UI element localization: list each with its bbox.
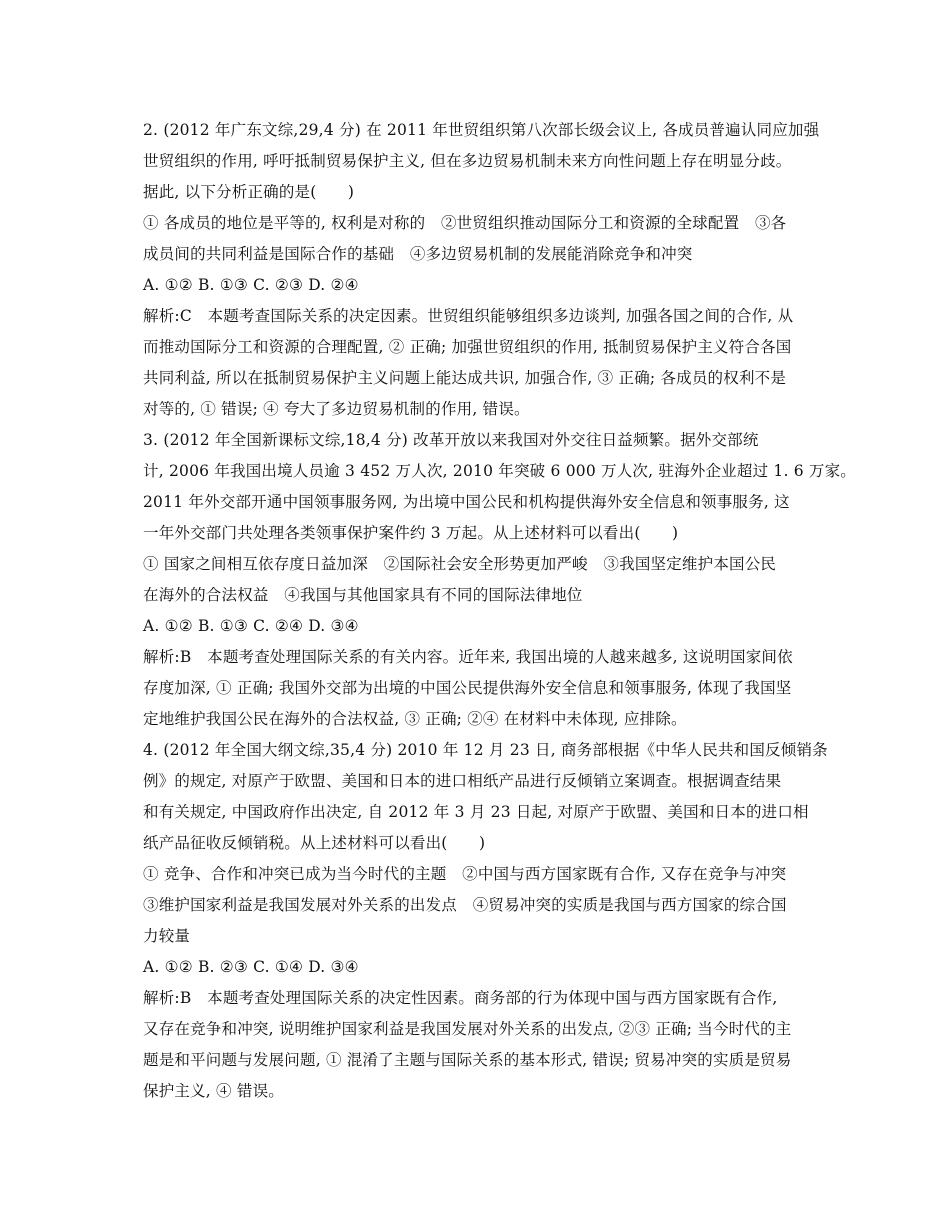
question-line: 世贸组织的作用, 呼吁抵制贸易保护主义, 但在多边贸易机制未来方向性问题上存在明显分歧。	[143, 152, 792, 170]
analysis-text: 而推动国际分工和资源的合理配置, ② 正确; 加强世贸组织的作用, 抵制贸易保护主义符合各国	[143, 338, 792, 356]
option-statements: 成员间的共同利益是国际合作的基础 ④多边贸易机制的发展能消除竞争和冲突	[143, 245, 693, 263]
question-line: 4. (2012 年全国大纲文综,35,4 分) 2010 年 12 月 23 日, 商务部根据《中华人民共和国反倾销条	[143, 741, 828, 759]
question-line: 计, 2006 年我国出境人员逾 3 452 万人次, 2010 年突破 6 000 万人次, 驻海外企业超过 1. 6 万家。	[143, 462, 856, 480]
option-statements: ① 竞争、合作和冲突已成为当今时代的主题 ②中国与西方国家既有合作, 又存在竞争与冲突	[143, 865, 787, 883]
analysis-text: 对等的, ① 错误; ④ 夸大了多边贸易机制的作用, 错误。	[143, 400, 530, 418]
analysis-text: 定地维护我国公民在海外的合法权益, ③ 正确; ②④ 在材料中未体现, 应排除。	[143, 710, 687, 728]
analysis-text: 解析:B 本题考查处理国际关系的有关内容。近年来, 我国出境的人越来越多, 这说明国家间依	[143, 648, 793, 666]
question-line: 例》的规定, 对原产于欧盟、美国和日本的进口相纸产品进行反倾销立案调查。根据调查结果	[143, 772, 782, 790]
question-3	[143, 425, 856, 735]
option-statements: ① 国家之间相互依存度日益加深 ②国际社会安全形势更加严峻 ③我国坚定维护本国公民	[143, 555, 777, 573]
question-line: 2. (2012 年广东文综,29,4 分) 在 2011 年世贸组织第八次部长级会议上, 各成员普遍认同应加强	[143, 121, 820, 139]
question-line: 3. (2012 年全国新课标文综,18,4 分) 改革开放以来我国对外交往日益频繁。据外交部统	[143, 431, 759, 449]
analysis-text: 题是和平问题与发展问题, ① 混淆了主题与国际关系的基本形式, 错误; 贸易冲突的实质是贸易	[143, 1051, 792, 1069]
analysis-text: 存度加深, ① 正确; 我国外交部为出境的中国公民提供海外安全信息和领事服务, 体现了我国坚	[143, 679, 792, 697]
analysis-text: 保护主义, ④ 错误。	[143, 1082, 284, 1100]
option-statements: 力较量	[143, 927, 191, 945]
question-4	[143, 735, 828, 1107]
answer-choices: A. ①② B. ①③ C. ②③ D. ②④	[143, 276, 359, 294]
answer-choices: A. ①② B. ②③ C. ①④ D. ③④	[143, 958, 359, 976]
analysis-text: 解析:C 本题考查国际关系的决定因素。世贸组织能够组织多边谈判, 加强各国之间的合作, 从	[143, 307, 794, 325]
question-line: 一年外交部门共处理各类领事保护案件约 3 万起。从上述材料可以看出( )	[143, 524, 679, 542]
question-line: 纸产品征收反倾销税。从上述材料可以看出( )	[143, 834, 486, 852]
question-line: 和有关规定, 中国政府作出决定, 自 2012 年 3 月 23 日起, 对原产于欧盟、美国和日本的进口相	[143, 803, 809, 821]
question-line: 2011 年外交部开通中国领事服务网, 为出境中国公民和机构提供海外安全信息和领事服务, 这	[143, 493, 790, 511]
question-line: 据此, 以下分析正确的是( )	[143, 183, 355, 201]
document-page	[143, 115, 856, 1107]
analysis-text: 解析:B 本题考查处理国际关系的决定性因素。商务部的行为体现中国与西方国家既有合作,	[143, 989, 778, 1007]
option-statements: 在海外的合法权益 ④我国与其他国家具有不同的国际法律地位	[143, 586, 583, 604]
question-2	[143, 115, 820, 425]
option-statements: ③维护国家利益是我国发展对外关系的出发点 ④贸易冲突的实质是我国与西方国家的综合国	[143, 896, 787, 914]
answer-choices: A. ①② B. ①③ C. ②④ D. ③④	[143, 617, 359, 635]
analysis-text: 又存在竞争和冲突, 说明维护国家利益是我国发展对外关系的出发点, ②③ 正确; 当今时代的主	[143, 1020, 792, 1038]
analysis-text: 共同利益, 所以在抵制贸易保护主义问题上能达成共识, 加强合作, ③ 正确; 各成员的权利不是	[143, 369, 787, 387]
option-statements: ① 各成员的地位是平等的, 权利是对称的 ②世贸组织推动国际分工和资源的全球配置 ③各	[143, 214, 787, 232]
